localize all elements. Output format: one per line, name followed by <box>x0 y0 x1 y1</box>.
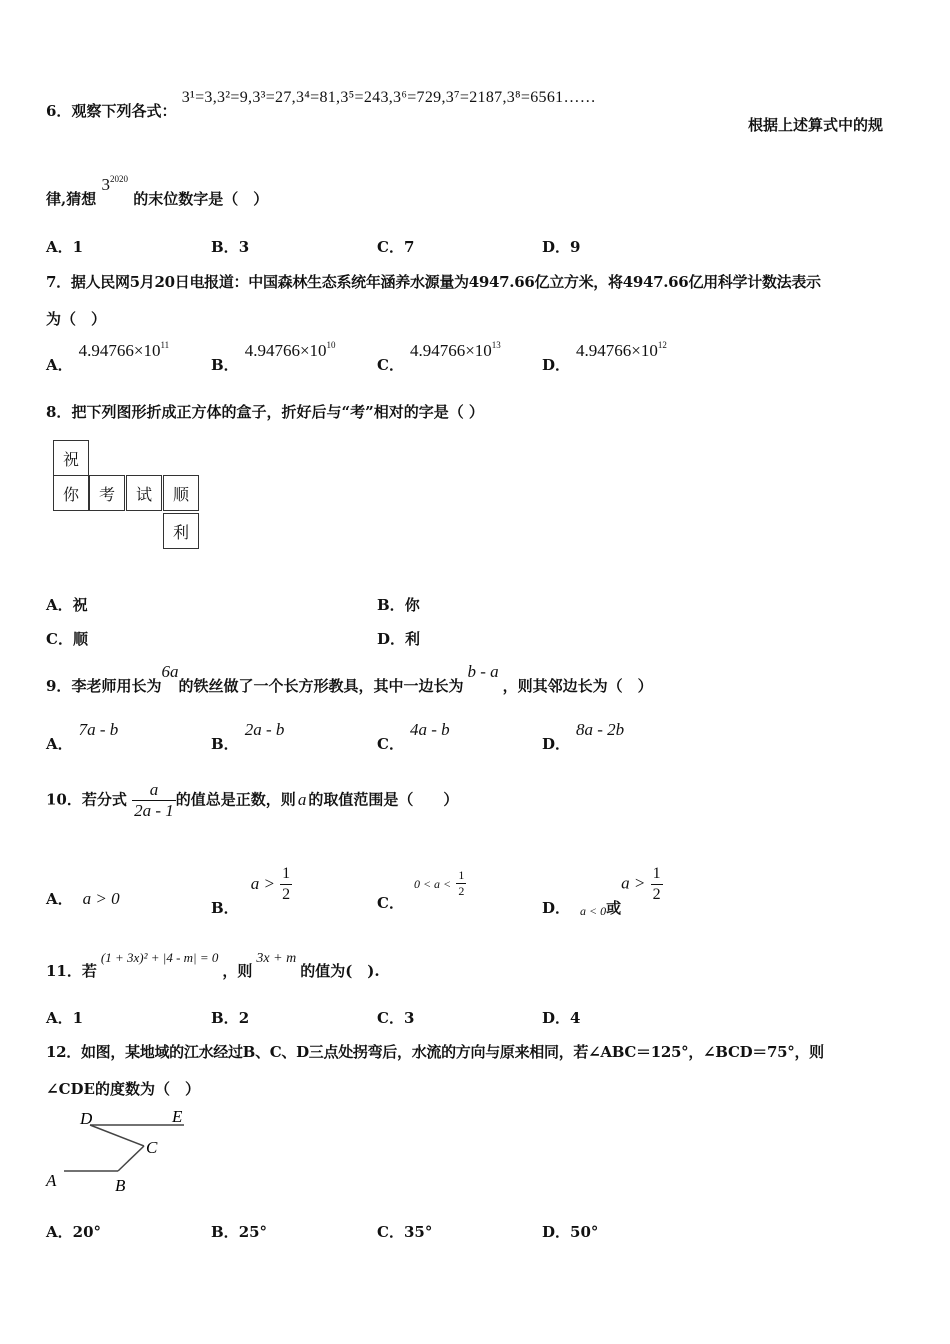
fraction-expression: $\frac{a}{2a - 1}$ <box>134 780 174 820</box>
q7-option-b[interactable]: B．$4.94766\times 10^{10}$ <box>211 340 336 374</box>
q12-option-c[interactable]: C．35° <box>377 1223 433 1241</box>
label-d: D <box>80 1109 93 1128</box>
question-text: 李老师用长为 <box>71 677 162 695</box>
river-bend-figure <box>44 1100 204 1200</box>
question-text-tail: 根据上述算式中的规 <box>748 116 884 134</box>
question-text: ∠CDE的度数为（ ） <box>46 1080 200 1098</box>
question-text: 把下列图形折成正方体的盒子，折好后与“考”相对的字是（ ） <box>71 403 484 421</box>
q6-option-c[interactable]: C．7 <box>377 238 415 256</box>
q6-option-d[interactable]: D．9 <box>542 238 581 256</box>
question-12 <box>46 1041 906 1062</box>
question-text: 的值总是正数，则 <box>175 790 296 809</box>
math-variable: a <box>297 789 307 809</box>
question-text: 的末位数字是（ ） <box>133 190 269 208</box>
question-number: 10． <box>46 790 82 809</box>
q9-option-b[interactable]: B．2a - b <box>211 720 285 753</box>
question-text: 据人民网5月20日电报道：中国森林生态系统年涵养水源量为4947.66亿立方米，将4947.66亿用科学计数法表示 <box>70 273 821 291</box>
q12-option-d[interactable]: D．50° <box>542 1223 599 1241</box>
question-number: 9． <box>46 677 72 695</box>
label-e: E <box>172 1107 183 1126</box>
question-7-line2 <box>46 308 906 329</box>
net-cell: 试 <box>126 475 162 511</box>
question-7 <box>46 271 906 292</box>
q7-option-c[interactable]: C．$4.94766\times 10^{13}$ <box>377 340 501 374</box>
question-text: ，则 <box>222 962 253 980</box>
q9-option-c[interactable]: C．4a - b <box>377 720 450 753</box>
net-cell-bottom: 利 <box>163 513 199 549</box>
question-number: 8． <box>46 403 72 421</box>
q9-option-a[interactable]: A．7a - b <box>46 720 119 753</box>
question-6 <box>46 89 906 134</box>
question-9 <box>46 662 906 696</box>
label-a: A <box>46 1171 57 1190</box>
power-series-formula: 3¹=3,3²=9,3³=27,3⁴=81,3⁵=243,3⁶=729,3⁷=2187,3⁸=6561…… <box>181 89 597 106</box>
question-number: 12． <box>46 1043 81 1061</box>
question-text: ，则其邻边长为（ ） <box>502 677 653 695</box>
question-number: 11． <box>46 962 82 980</box>
question-text: 律,猜想 <box>46 190 97 208</box>
q12-option-b[interactable]: B．25° <box>211 1223 268 1241</box>
question-number: 7． <box>46 273 71 291</box>
q12-option-a[interactable]: A．20° <box>46 1223 102 1241</box>
math-expression: 6a <box>161 662 179 681</box>
q8-option-b[interactable]: B．你 <box>377 596 420 614</box>
question-8 <box>46 401 906 422</box>
question-text: 的取值范围是（ ） <box>308 790 459 809</box>
q8-option-c[interactable]: C．顺 <box>46 630 88 648</box>
question-lead: 观察下列各式： <box>71 102 177 120</box>
question-number: 6． <box>46 102 72 120</box>
q7-option-a[interactable]: A．$4.94766\times 10^{11}$ <box>46 340 170 374</box>
q8-option-a[interactable]: A．祝 <box>46 596 88 614</box>
question-text: 如图，某地域的江水经过B、C、D三点处拐弯后，水流的方向与原来相同，若∠ABC＝125°，∠BCD＝75°，则 <box>80 1043 824 1061</box>
question-text: 的铁丝做了一个长方形教具，其中一边长为 <box>178 677 464 695</box>
question-text: 若 <box>81 962 97 980</box>
q10-option-d[interactable]: D． $_{a < 0}$或a > $\frac{1}{2}$ <box>542 865 661 918</box>
q11-option-c[interactable]: C．3 <box>377 1009 415 1027</box>
math-expression: b - a <box>467 662 499 681</box>
q9-option-d[interactable]: D．8a - 2b <box>542 720 625 753</box>
net-cell: 你 <box>53 475 89 511</box>
question-text: 若分式 <box>81 790 127 809</box>
net-cell: 顺 <box>163 475 199 511</box>
q8-option-d[interactable]: D．利 <box>377 630 421 648</box>
power-expression: $3^{2020}$ <box>101 174 128 194</box>
question-12-line2 <box>46 1078 906 1099</box>
q11-option-d[interactable]: D．4 <box>542 1009 581 1027</box>
q10-option-a[interactable]: A． a > 0 <box>46 889 120 908</box>
question-text: 的值为( ). <box>300 962 380 980</box>
net-cell: 考 <box>89 475 125 511</box>
q7-option-d[interactable]: D．$4.94766\times 10^{12}$ <box>542 340 667 374</box>
math-expression: (1 + 3x)² + |4 - m| = 0 <box>100 950 219 965</box>
q10-option-c[interactable]: C．0 < a < $\frac{1}{2}$ <box>377 868 465 912</box>
q10-option-b[interactable]: B．a > $\frac{1}{2}$ <box>211 865 291 917</box>
q11-option-b[interactable]: B．2 <box>211 1009 250 1027</box>
label-b: B <box>115 1176 126 1195</box>
q6-option-a[interactable]: A．1 <box>46 238 84 256</box>
question-10 <box>46 780 906 821</box>
question-text: 为（ ） <box>46 310 107 328</box>
q11-option-a[interactable]: A．1 <box>46 1009 84 1027</box>
segment-cb <box>118 1146 144 1171</box>
net-cell-top: 祝 <box>53 440 89 476</box>
question-11 <box>46 950 906 981</box>
math-expression: 3x + m <box>256 951 297 966</box>
question-6-line2 <box>46 174 906 209</box>
label-c: C <box>146 1138 158 1157</box>
segment-dc <box>90 1125 144 1146</box>
q6-option-b[interactable]: B．3 <box>211 238 250 256</box>
